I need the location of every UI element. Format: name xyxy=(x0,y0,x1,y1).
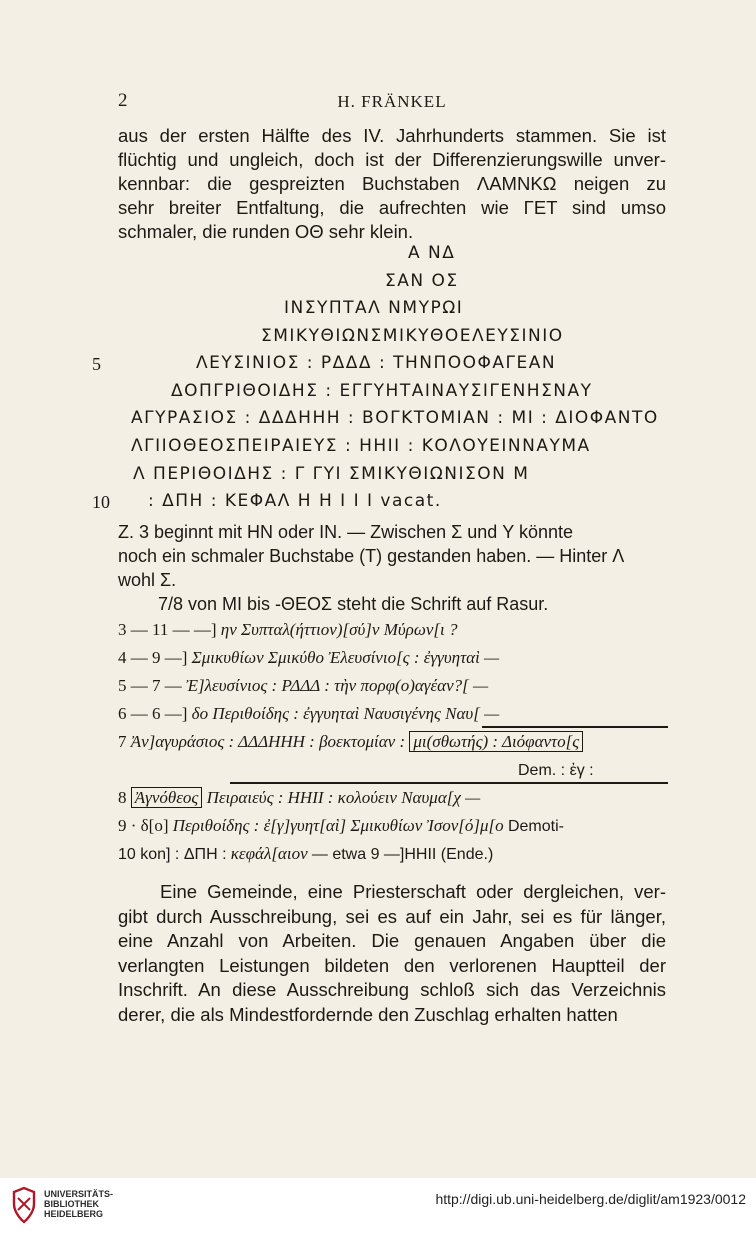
reading-line xyxy=(118,732,583,752)
reading-greek: Πειραιεύς : ΗΗΙΙ : κολούειν Ναυμα[χ — xyxy=(206,788,481,807)
rasur-box: μι(σθωτής) : Διόφαντο[ς xyxy=(409,731,583,752)
reading-greek: Σμικυθίων Σμικύθο Ἐλευσίνιο[ς : ἐγγυηταὶ — xyxy=(191,648,500,667)
reading-lead: 6 — 6 —] xyxy=(118,704,188,723)
library-name-line: BIBLIOTHEK xyxy=(44,1199,99,1209)
inscription-line: ΔΟΠΓΡΙΘΟΙΔΗΣ : ΕΓΓΥΗΤΑΙΝΑΥΣΙΓΕΝΗΣΝΑΥ xyxy=(171,381,593,401)
reading-lead: 8 xyxy=(118,788,127,807)
commentary-line: wohl Σ. xyxy=(118,570,177,590)
reading-lead: 10 kon] : ΔΠΗ : xyxy=(118,846,227,863)
text-line: derer, die als Mindestfordernde den Zuschlag erhalten hatten xyxy=(118,1003,618,1025)
text-line: schmaler, die runden ΟΘ sehr klein. xyxy=(118,221,414,242)
commentary-line: noch ein schmaler Buchstabe (Τ) gestanden haben. — Hinter Λ xyxy=(118,546,625,566)
library-name-line: HEIDELBERG xyxy=(44,1209,104,1219)
reading-tail: — etwa 9 —]ΗΗΙΙ (Ende.) xyxy=(311,846,494,863)
reading-line xyxy=(118,704,499,724)
reading-line xyxy=(118,620,457,640)
rasur-rule xyxy=(482,726,668,728)
inscription-line: ΛΓΙΙΟΘΕΟΣΠΕΙΡΑΙΕΥΣ : ΗΗΙΙ : ΚΟΛΟΥΕΙΝΝΑΥΜΑ xyxy=(131,436,591,456)
university-seal-icon xyxy=(8,1186,40,1226)
inscription-line: : ΔΠΗ : ΚΕΦΑΛ Η Η Ι Ι Ι vacat. xyxy=(148,491,442,511)
reading-lead: 9 · δ[ο] xyxy=(118,816,169,835)
text-line: sehr breiter Entfaltung, die aufrechten wie ΓΕΤ sind umso xyxy=(118,197,666,218)
reading-tail: Demoti- xyxy=(507,818,564,835)
library-name-line: UNIVERSITÄTS- xyxy=(44,1189,114,1199)
running-title: H. FRÄNKEL xyxy=(337,92,447,111)
commentary-line: Z. 3 beginnt mit ΗΝ oder ΙΝ. — Zwischen Σ und Υ könnte xyxy=(118,522,574,542)
inscription-line: ΛΕΥΣΙΝΙΟΣ : ΡΔΔΔ : ΤΗΝΠΟΟΦΑΓΕΑΝ xyxy=(196,353,557,373)
reading-line xyxy=(118,676,488,696)
rasur-box: Ἀγνόθεος xyxy=(131,787,203,808)
inscription-line: ΣΑΝ ΟΣ xyxy=(385,271,459,291)
reading-lead: 5 — 7 — xyxy=(118,676,182,695)
dem-note xyxy=(518,760,594,780)
reading-line xyxy=(118,844,493,864)
reading-lead: 7 xyxy=(118,732,127,751)
footer-bar xyxy=(0,1178,756,1234)
closing-paragraph xyxy=(118,880,666,1027)
text-line: Inschrift. An diese Ausschreibung schloß sich das Verzeichnis xyxy=(118,979,666,1000)
text-line: aus der ersten Hälfte des IV. Jahrhunderts stammen. Sie ist xyxy=(118,125,666,146)
source-link[interactable]: http://digi.ub.uni-heidelberg.de/diglit/am1923/0012 xyxy=(435,1191,746,1207)
dem-note-text: Dem. : ἐγ : xyxy=(518,762,594,779)
library-name xyxy=(44,1189,113,1219)
text-line: flüchtig und ungleich, doch ist der Differenzierungswille unver- xyxy=(118,149,666,170)
text-line: verlangten Leistungen bildeten den verlorenen Hauptteil der xyxy=(118,954,666,976)
reading-greek: Περιθοίδης : ἐ[γ]γυητ[αὶ] Σμικυθίων Ἰσον[ό]μ[ο xyxy=(172,816,504,835)
text-line: gibt durch Ausschreibung, sei es auf ein Jahr, sei es für länger, xyxy=(118,905,666,927)
line-number: 5 xyxy=(92,354,101,374)
reading-greek: κεφάλ[αιον xyxy=(230,844,308,863)
reading-line xyxy=(118,648,499,668)
reading-line xyxy=(118,816,564,836)
running-header xyxy=(118,90,666,114)
reading-greek: Ἀν]αγυράσιος : ΔΔΔΗΗΗ : βοεκτομίαν : xyxy=(130,732,406,751)
inscription-line: Α ΝΔ xyxy=(408,243,456,263)
page-number: 2 xyxy=(118,90,129,111)
reading-greek: δο Περιθοίδης : ἐγγυηταὶ Ναυσιγένης Ναυ[ — xyxy=(191,704,500,723)
inscription-line: ΑΓΥΡΑΣΙΟΣ : ΔΔΔΗΗΗ : ΒΟΓΚΤΟΜΙΑΝ : ΜΙ : ΔΙΟΦΑΝΤΟ xyxy=(131,408,659,428)
inscription-line: Λ ΠΕΡΙΘΟΙΔΗΣ : Γ ΓΥΙ ΣΜΙΚΥΘΙΩΝΙΣΟΝ Μ xyxy=(133,464,530,484)
inscription-line: ΣΜΙΚΥΘΙΩΝΣΜΙΚΥΘΟΕΛΕΥΣΙΝΙΟ xyxy=(261,326,564,346)
text-line: eine Anzahl von Arbeiten. Die genauen Angaben über die xyxy=(118,930,666,951)
intro-paragraph xyxy=(118,124,666,244)
text-line: Eine Gemeinde, eine Priesterschaft oder dergleichen, ver- xyxy=(160,881,666,902)
inscription-line: ΙΝΣΥΠΤΑΛ ΝΜΥΡΩΙ xyxy=(284,298,464,318)
reading-lead: 4 — 9 —] xyxy=(118,648,188,667)
line-number: 10 xyxy=(92,492,110,512)
reading-line xyxy=(118,788,480,808)
reading-greek: Ἐ]λευσίνιος : ΡΔΔΔ : τὴν πορφ(ο)αγέαν?[ — xyxy=(186,676,489,695)
text-line: kennbar: die gespreizten Buchstaben ΛΑΜΝΚΩ neigen zu xyxy=(118,173,666,194)
rasur-rule xyxy=(230,782,668,784)
reading-lead: 3 — 11 — —] xyxy=(118,620,217,639)
reading-greek: ην Συπταλ(ήττιον)[σύ]ν Μύρων[ι ? xyxy=(220,620,458,639)
commentary-line: 7/8 von ΜΙ bis -ΘΕΟΣ steht die Schrift auf Rasur. xyxy=(158,594,549,614)
